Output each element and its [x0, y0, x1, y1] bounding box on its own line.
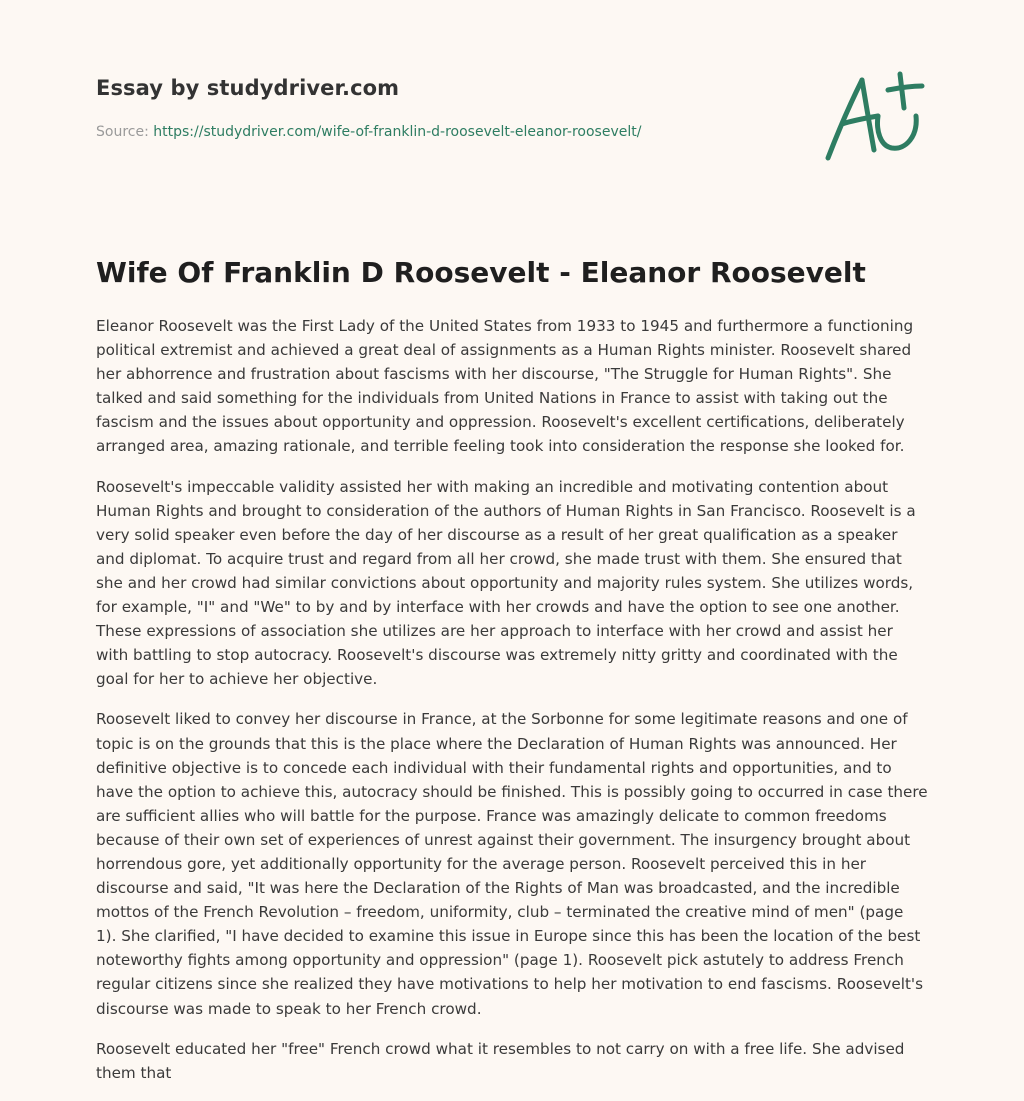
essay-paragraph: Roosevelt liked to convey her discourse in France, at the Sorbonne for some legitimate reasons and one of topic is on the grounds that this is the place where the Declaration of Human Rights was announced. Her definitive objective is to concede each individual with their fundamental rights and opportunities, and to have the option to achieve this, autocracy should be finished. This is possibly going to occurred in case there are sufficient allies who will battle for the purpose. France was amazingly delicate to common freedoms because of their own set of experiences of unrest against their government. The insurgency brought about horrendous gore, yet additionally opportunity for the average person. Roosevelt perceived this in her discourse and said, "It was here the Declaration of the Rights of Man was broadcasted, and the incredible mottos of the French Revolution – freedom, uniformity, club – terminated the creative mind of men" (page 1). She clarified, "I have decided to examine this issue in Europe since this has been the location of the best noteworthy fights among opportunity and oppression" (page 1). Roosevelt pick astutely to address French regular citizens since she realized they have motivations to help her motivation to end fascisms. Roosevelt's discourse was made to speak to her French crowd.	[96, 710, 928, 1018]
source-link[interactable]: https://studydriver.com/wife-of-franklin-d-roosevelt-eleanor-roosevelt/	[153, 124, 642, 140]
source-line	[96, 124, 641, 140]
essay-title: Wife Of Franklin D Roosevelt - Eleanor Roosevelt	[96, 256, 866, 289]
site-title: Essay by studydriver.com	[96, 76, 400, 100]
essay-paragraph: Roosevelt educated her "free" French crowd what it resembles to not carry on with a free life. She advised them that	[96, 1039, 905, 1082]
essay-paragraph: Eleanor Roosevelt was the First Lady of the United States from 1933 to 1945 and furthermore a functioning political extremist and achieved a great deal of assignments as a Human Rights minister. Roosevelt shared her abhorrence and frustration about fascisms with her discourse, "The Struggle for Human Rights". She talked and said something for the individuals from United Nations in France to assist with taking out the fascism and the issues about opportunity and oppression. Roosevelt's excellent certifications, deliberately arranged area, amazing rationale, and terrible feeling took into consideration the response she looked for.	[96, 317, 914, 456]
a-plus-logo-icon	[820, 66, 930, 166]
source-label: Source:	[96, 124, 149, 140]
essay-paragraph: Roosevelt's impeccable validity assisted her with making an incredible and motivating contention about Human Rights and brought to consideration of the authors of Human Rights in San Francisco. Roosevelt is a very solid speaker even before the day of her discourse as a result of her great qualification as a speaker and diplomat. To acquire trust and regard from all her crowd, she made trust with them. She ensured that she and her crowd had similar convictions about opportunity and majority rules system. She utilizes words, for example, "I" and "We" to by and by interface with her crowds and have the option to see one another. These expressions of association she utilizes are her approach to interface with her crowd and assist her with battling to stop autocracy. Roosevelt's discourse was extremely nitty gritty and coordinated with the goal for her to achieve her objective.	[96, 477, 916, 689]
essay-body	[96, 314, 928, 1101]
